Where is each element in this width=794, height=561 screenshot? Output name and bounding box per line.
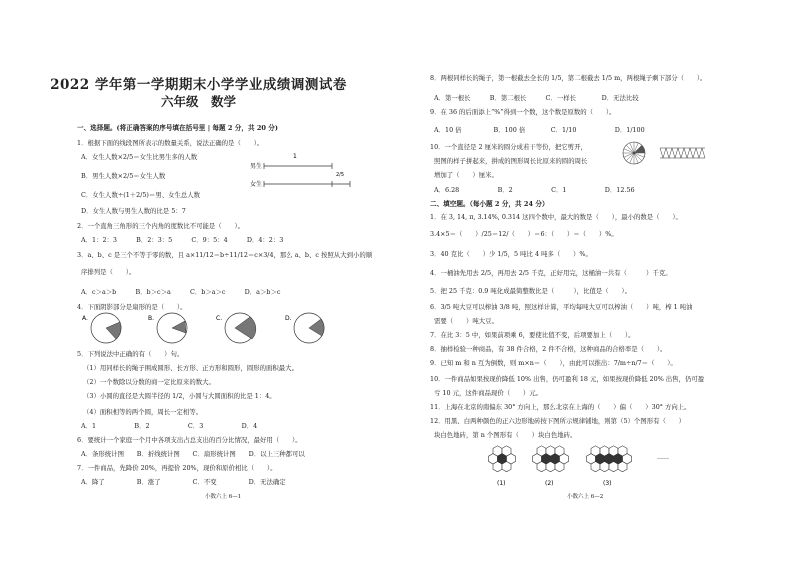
option-line: A．1：2：3 B．2：3：5 C．9：5：4 D．4：2：3 xyxy=(81,236,284,244)
question-line: 8．两根同样长的绳子，第一根截去全长的 1/5，第二根截去 1/5 m，两根绳子剩下部分（ ）。 xyxy=(430,74,707,82)
diagram-mark-one: 1 xyxy=(293,153,297,160)
question-line: 需要（ ）吨大豆。 xyxy=(434,317,498,325)
hexagon-pattern-figures xyxy=(487,443,717,491)
question-line: 亏 10 元，这件商品现价（ ）元。 xyxy=(434,389,543,397)
circle-cut-diagram xyxy=(622,140,712,166)
hex-tile-light xyxy=(623,454,632,464)
question-line: 1．根据下面的线段图所表示的数量关系，说法正确的是（ ）。 xyxy=(77,139,264,147)
hex-label-2: (2) xyxy=(545,480,554,487)
hex-tile-dark xyxy=(596,454,605,464)
option-line: A．第一根长 B．第二根长 C．一样长 D．无法比较 xyxy=(434,94,639,102)
page-subtitle: 六年级 数学 xyxy=(160,94,236,109)
sector-option-a: A. xyxy=(82,315,88,322)
statement-line: （4）面积相等的两个圆，周长一定相等。 xyxy=(83,408,203,416)
hex-label-3: (3) xyxy=(603,480,612,487)
question-line: 序排列是（ ）。 xyxy=(81,268,136,276)
hex-tile-light xyxy=(507,454,516,464)
statement-line: （2）一个数除以分数的商一定比原来的数大。 xyxy=(83,378,215,386)
question-line: 块白色地砖，第 n 个图形有（ ）块白色地砖。 xyxy=(434,431,577,439)
option-line: A．降了 B．涨了 C．不变 D．无法确定 xyxy=(81,478,286,486)
hex-ellipsis: …… xyxy=(657,454,669,461)
diagram-mark-fraction: 2/5 xyxy=(336,172,345,178)
question-line: 4．一桶油先用去 2/5，再用去 2/5 千克，正好用完，这桶油一共有（ ）千克。 xyxy=(430,269,672,277)
hex-tile-light xyxy=(533,454,542,464)
option-line: A．6.28 B．2 C．1 D．12.56 xyxy=(434,186,635,194)
hex-tile-dark xyxy=(551,454,560,464)
page-footer: 小数六上 6—2 xyxy=(567,494,604,500)
sector-options xyxy=(80,311,340,345)
hex-tile-dark xyxy=(498,454,507,464)
question-line: 10．一件商品如果按现价降低 10% 出售，仍可盈利 18 元，如果按现价降低 20% 出售，仍可盈 xyxy=(430,375,705,383)
option-line: A．1 B．2 C．3 D．4 xyxy=(81,422,258,430)
question-line: 6．3/5 吨大豆可以榨油 3/8 吨，照这样计算，平均每吨大豆可以榨油（ ）吨，榨 1 吨油 xyxy=(430,303,693,311)
question-line: 5．把 25 千克：0.9 吨化成最简整数比是（ ），比值是（ ）。 xyxy=(430,287,631,295)
question-line: 9．已知 m 和 n 互为倒数，则 m×n＝（ ），由此可以推出：7/m÷n/7＝（ ）。 xyxy=(430,359,677,367)
diagram-label-boys: 男生 xyxy=(250,163,263,170)
question-line: 2．一个直角三角形的三个内角的度数比不可能是（ ）。 xyxy=(77,222,245,230)
option-line: A．c＞a＞b B．b＞c＞a C．b＞a＞c D．a＞b＞c xyxy=(81,288,281,296)
hex-tile-dark xyxy=(542,454,551,464)
hex-label-1: (1) xyxy=(497,480,506,487)
hex-tile-light xyxy=(489,454,498,464)
page-title: 2022 学年第一学期期末小学学业成绩调测试卷 xyxy=(50,77,347,93)
page-footer: 小数六上 6—1 xyxy=(205,494,242,500)
question-line: 9．在 36 的后面添上“%”得到一个数，这个数是原数的（ ）。 xyxy=(430,108,616,116)
question-line: 照图的样子拼起来，拼成的图形周长比原来的圆的周长 xyxy=(434,157,588,165)
question-line: 3．a、b、c 是三个不等于零的数，且 a×11/12＝b÷11/12＝c×3/4，那么 a、b、c 按照从大到小的顺 xyxy=(77,251,373,259)
question-line: 4．下面阴影部分是扇形的是（ ）。 xyxy=(77,303,187,311)
hex-tile-dark xyxy=(605,454,614,464)
sector-option-d: D. xyxy=(285,315,292,322)
question-line: 7．在比 3：5 中，如果前项乘 6，要使比值不变，后项要加上（ ）。 xyxy=(430,331,635,339)
section-heading-choice: 一、选择题。(将正确答案的序号填在括号里 | 每题 2 分，共 20 分) xyxy=(77,124,279,132)
hex-tile-light xyxy=(560,454,569,464)
question-line: 3．40 克比（ ）少 1/5，5 吨比 4 吨多（ ）%。 xyxy=(430,250,592,258)
statement-line: （3）小圆的直径是大圆半径的 1/2，小圆与大圆面积的比是 1：4。 xyxy=(83,392,276,400)
question-line: 3.4×5＝（ ）/25＝12/（ ）＝6：（ ）＝（ ）%。 xyxy=(430,230,618,238)
sector-option-b: B. xyxy=(148,315,155,322)
hex-tile-light xyxy=(587,454,596,464)
diagram-label-girls: 女生 xyxy=(250,181,263,188)
option-line: D．女生人数与男生人数的比是 5：7 xyxy=(81,207,186,215)
hex-tile-dark xyxy=(614,454,623,464)
question-line: 8．抽样检验一种商品，有 38 件合格，2 件不合格，这种商品的合格率是（ ）。 xyxy=(430,345,667,353)
right-page xyxy=(397,0,794,561)
question-line: 7．一件商品，先降价 20%，再提价 20%，现价和原价相比（ ）。 xyxy=(77,464,277,472)
option-line: B．男生人数×2/5＝女生人数 xyxy=(81,172,166,180)
question-line: 1．在 3, 14, π, 3.14%, 0.314 这四个数中，最大的数是（ ），最小的数是（ ）。 xyxy=(430,213,682,221)
segment-diagram xyxy=(250,150,360,195)
question-line: 11．上海在北京的南偏东 30° 方向上，那么北京在上海的（ ）偏（ ）30° 方向上。 xyxy=(430,403,691,411)
question-line: 10．一个直径是 2 厘米的圆分成若干等份，把它剪开， xyxy=(430,143,587,151)
question-line: 5．下列说法中正确的有（ ）句。 xyxy=(77,350,184,358)
question-line: 12．用黑、白两种颜色的正六边形地砖按下图所示规律铺地，则第（5）个图形有（ ） xyxy=(430,417,686,425)
option-line: A．女生人数×2/5＝女生比男生多的人数 xyxy=(81,153,198,161)
question-line: 6．要统计一个家庭一个月中各项支出占总支出的百分比情况，最好用（ ）。 xyxy=(77,436,302,444)
section-heading-fill: 二、填空题。（每小题 2 分，共 24 分） xyxy=(430,200,549,208)
sector-option-c: C. xyxy=(216,315,223,322)
question-line: 增加了（ ）厘米。 xyxy=(434,171,498,179)
statement-line: （1）用同样长的绳子围成圆形、长方形、正方形和圆形，圆形的面积最大。 xyxy=(83,364,298,372)
option-line: C．女生人数÷(1＋2/5)＝男、女生总人数 xyxy=(81,191,201,199)
option-line: A．10 倍 B．100 倍 C．1/10 D．1/100 xyxy=(434,126,645,134)
option-line: A．条形统计图 B．折线统计图 C．扇形统计图 D．以上三种都可以 xyxy=(81,450,305,458)
